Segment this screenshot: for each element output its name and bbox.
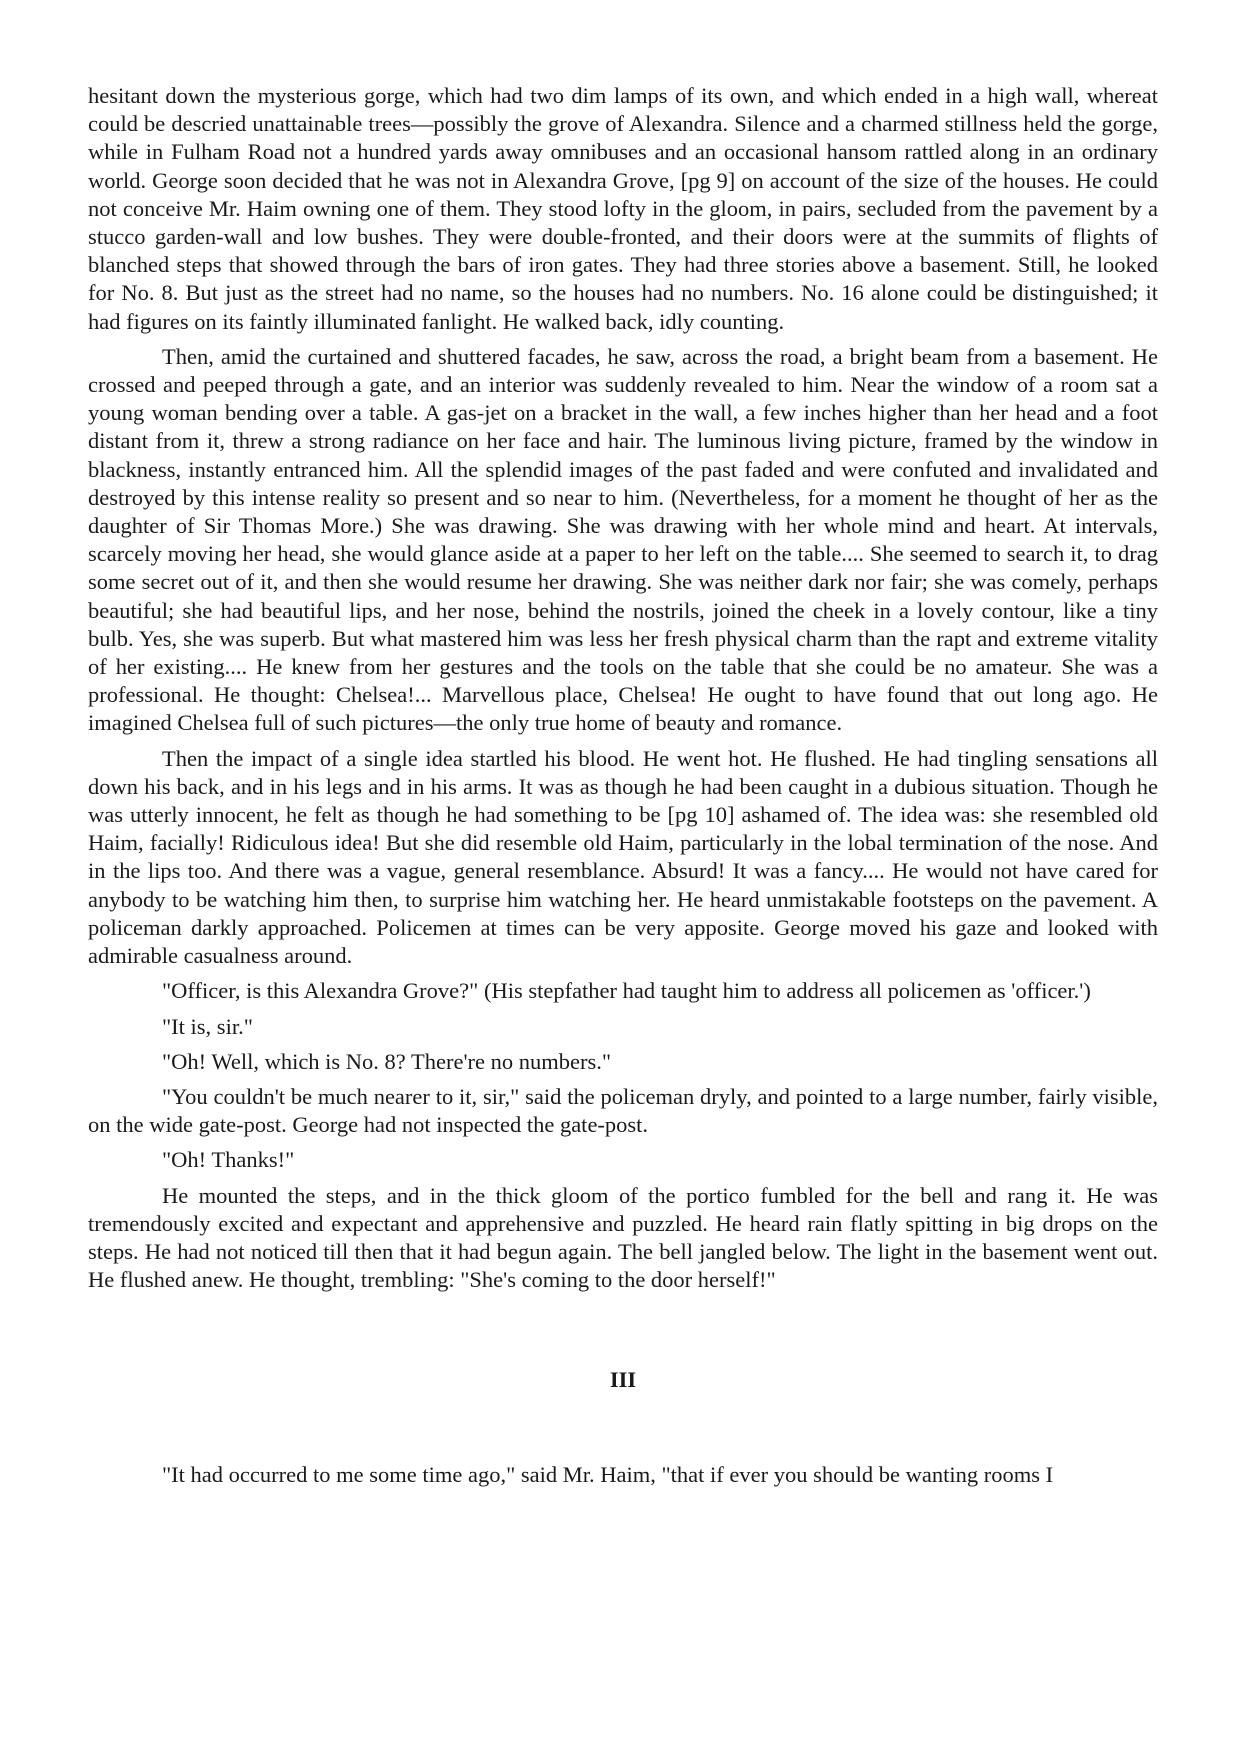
paragraph-continued: hesitant down the mysterious gorge, which had two dim lamps of its own, and which ended in a high wall, whereat could be descried unattainable trees—possibly the grove of Alexandra. Silence and a charmed stillness held the gorge, while in Fulham Road not a hundred yards away omnibuses and an occasional hansom rattled along in an ordinary world. George soon decided that he was not in Alexandra Grove, [pg 9] on account of the size of the houses. He could not conceive Mr. Haim owning one of them. They stood lofty in the gloom, in pairs, secluded from the pavement by a stucco garden-wall and low bushes. They were double-fronted, and their doors were at the summits of flights of blanched steps that showed through the bars of iron gates. They had three stories above a basement. Still, he looked for No. 8. But just as the street had no name, so the houses had no numbers. No. 16 alone could be distinguished; it had figures on its faintly illuminated fanlight. He walked back, idly counting.: [88, 83, 1158, 334]
dialogue-paragraph: "Oh! Well, which is No. 8? There're no numbers.": [162, 1048, 612, 1074]
dialogue-paragraph: "Officer, is this Alexandra Grove?" (His stepfather had taught him to address all policemen as 'officer.'): [162, 978, 1091, 1004]
page-body: [88, 82, 1158, 1496]
dialogue-paragraph: "Oh! Thanks!": [162, 1147, 295, 1173]
paragraph-start: "It had occurred to me some time ago," said Mr. Haim, "that if ever you should be wanting rooms I: [162, 1461, 1054, 1487]
dialogue-paragraph: "You couldn't be much nearer to it, sir," said the policeman dryly, and pointed to a large number, fairly visible, on the wide gate-post. George had not inspected the gate-post.: [88, 1083, 1158, 1138]
paragraph: Then, amid the curtained and shuttered facades, he saw, across the road, a bright beam from a basement. He crossed and peeped through a gate, and an interior was suddenly revealed to him. Near the window of a room sat a young woman bending over a table. A gas-jet on a bracket in the wall, a few inches higher than her head and a foot distant from it, threw a strong radiance on her face and hair. The luminous living picture, framed by the window in blackness, instantly entranced him. All the splendid images of the past faded and were confuted and invalidated and destroyed by this intense reality so present and so near to him. (Nevertheless, for a moment he thought of her as the daughter of Sir Thomas More.) She was drawing. She was drawing with her whole mind and heart. At intervals, scarcely moving her head, she would glance aside at a paper to her left on the table.... She seemed to search it, to drag some secret out of it, and then she would resume her drawing. She was neither dark nor fair; she was comely, perhaps beautiful; she had beautiful lips, and her nose, behind the nostrils, joined the cheek in a lovely contour, like a tiny bulb. Yes, she was superb. But what mastered him was less her fresh physical charm than the rapt and extreme vitality of her existing.... He knew from her gestures and the tools on the table that she could be no amateur. She was a professional. He thought: Chelsea!... Marvellous place, Chelsea! He ought to have found that out long ago. He imagined Chelsea full of such pictures—the only true home of beauty and romance.: [88, 343, 1158, 736]
chapter-heading: III: [609, 1367, 637, 1393]
paragraph: He mounted the steps, and in the thick gloom of the portico fumbled for the bell and rang it. He was tremendously excited and expectant and apprehensive and puzzled. He heard rain flatly spitting in big drops on the steps. He had not noticed till then that it had begun again. The bell jangled below. The light in the basement went out. He flushed anew. He thought, trembling: "She's coming to the door herself!": [88, 1182, 1158, 1293]
dialogue-paragraph: "It is, sir.": [162, 1013, 253, 1039]
paragraph: Then the impact of a single idea startled his blood. He went hot. He flushed. He had tingling sensations all down his back, and in his legs and in his arms. It was as though he had been caught in a dubious situation. Though he was utterly innocent, he felt as though he had something to be [pg 10] ashamed of. The idea was: she resembled old Haim, facially! Ridiculous idea! But she did resemble old Haim, particularly in the lobal termination of the nose. And in the lips too. And there was a vague, general resemblance. Absurd! It was a fancy.... He would not have cared for anybody to be watching him then, to surprise him watching her. He heard unmistakable footsteps on the pavement. A policeman darkly approached. Policemen at times can be very apposite. George moved his gaze and looked with admirable casualness around.: [88, 745, 1158, 969]
